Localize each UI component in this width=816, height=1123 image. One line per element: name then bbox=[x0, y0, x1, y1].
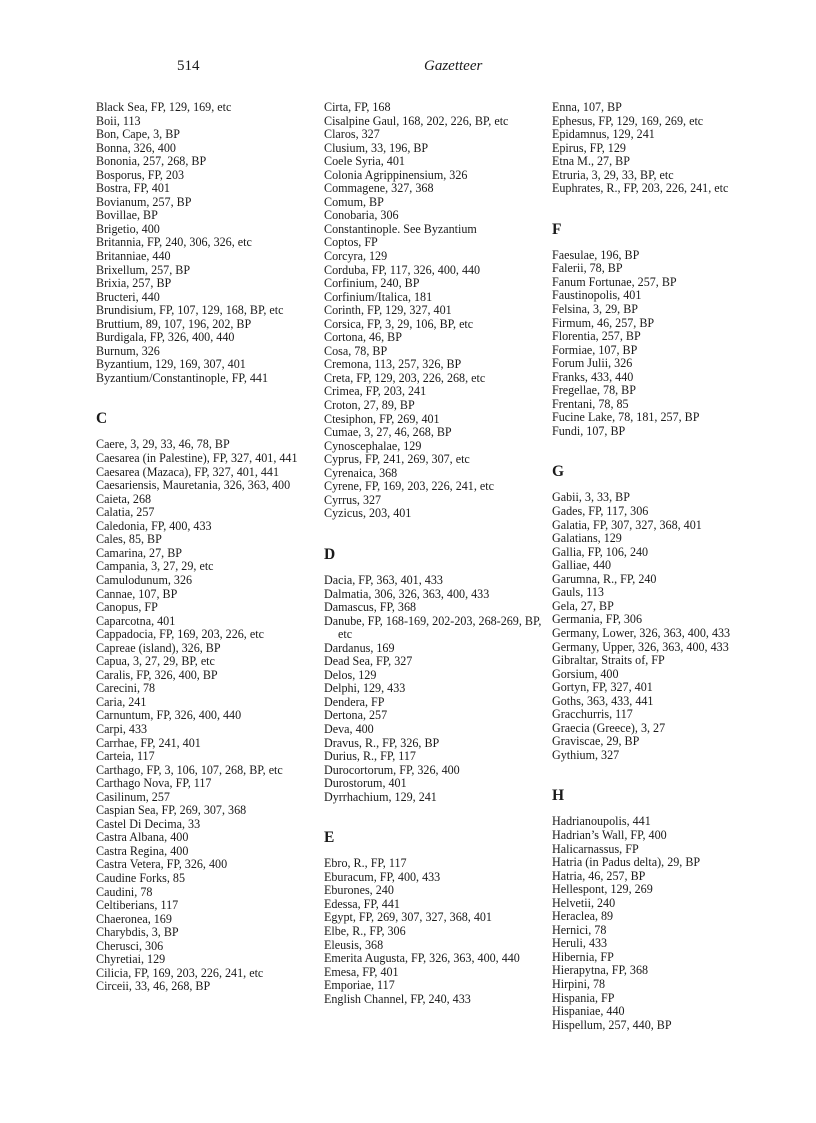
index-entry: Carpi, 433 bbox=[96, 721, 148, 736]
index-entry: Dravus, R., FP, 326, BP bbox=[324, 735, 440, 750]
running-head: Gazetteer bbox=[424, 58, 483, 74]
index-entry: Bruttium, 89, 107, 196, 202, BP bbox=[96, 316, 252, 331]
index-entry: Cales, 85, BP bbox=[96, 532, 162, 547]
index-entry: Fundi, 107, BP bbox=[552, 423, 626, 438]
index-entry: Hispellum, 257, 440, BP bbox=[552, 1017, 672, 1032]
index-entry: Caria, 241 bbox=[96, 694, 147, 709]
index-entry: Emesa, FP, 401 bbox=[324, 964, 399, 979]
index-entry: Charybdis, 3, BP bbox=[96, 925, 179, 940]
index-entry: Deva, 400 bbox=[324, 721, 374, 736]
index-entry: Brixia, 257, BP bbox=[96, 276, 172, 291]
section-letter: H bbox=[552, 787, 565, 805]
index-entry: Castel Di Decima, 33 bbox=[96, 816, 201, 831]
index-entry: Britanniae, 440 bbox=[96, 249, 171, 264]
index-entry: Brundisium, FP, 107, 129, 168, BP, etc bbox=[96, 303, 284, 318]
index-entry: Coptos, FP bbox=[324, 235, 378, 250]
index-entry: Gythium, 327 bbox=[552, 747, 620, 762]
index-entry: Caere, 3, 29, 33, 46, 78, BP bbox=[96, 437, 230, 452]
index-entry: Galatians, 129 bbox=[552, 531, 622, 546]
index-entry: Gades, FP, 117, 306 bbox=[552, 504, 649, 519]
index-entry: Corsica, FP, 3, 29, 106, BP, etc bbox=[324, 316, 474, 331]
index-entry: Egypt, FP, 269, 307, 327, 368, 401 bbox=[324, 910, 492, 925]
index-entry: Delos, 129 bbox=[324, 667, 377, 682]
index-entry: Fucine Lake, 78, 181, 257, BP bbox=[552, 410, 700, 425]
index-entry: Gracchurris, 117 bbox=[552, 707, 633, 722]
index-entry: Cilicia, FP, 169, 203, 226, 241, etc bbox=[96, 965, 264, 980]
index-entry: Formiae, 107, BP bbox=[552, 342, 638, 357]
index-entry: Delphi, 129, 433 bbox=[324, 681, 406, 696]
index-entry: Halicarnassus, FP bbox=[552, 841, 639, 856]
index-entry: Byzantium, 129, 169, 307, 401 bbox=[96, 357, 246, 372]
index-entry: Firmum, 46, 257, BP bbox=[552, 315, 655, 330]
index-entry: Caieta, 268 bbox=[96, 491, 152, 506]
index-entry: Enna, 107, BP bbox=[552, 100, 622, 114]
index-entry: Brigetio, 400 bbox=[96, 221, 160, 236]
index-entry: Cortona, 46, BP bbox=[324, 330, 402, 345]
index-entry: Dyrrhachium, 129, 241 bbox=[324, 789, 437, 804]
index-entry: Cynoscephalae, 129 bbox=[324, 438, 422, 453]
index-entry: Bonna, 326, 400 bbox=[96, 140, 176, 155]
index-entry: Caralis, FP, 326, 400, BP bbox=[96, 667, 218, 682]
index-entry: Bon, Cape, 3, BP bbox=[96, 127, 180, 142]
index-entry: Corfinium, 240, BP bbox=[324, 276, 420, 291]
index-entry: Bosporus, FP, 203 bbox=[96, 167, 185, 182]
index-entry: Helvetii, 240 bbox=[552, 895, 616, 910]
index-entry: Goths, 363, 433, 441 bbox=[552, 693, 654, 708]
index-entry: Etna M., 27, BP bbox=[552, 154, 630, 169]
index-entry: Florentia, 257, BP bbox=[552, 329, 641, 344]
index-entry: Camulodunum, 326 bbox=[96, 572, 193, 587]
page-header bbox=[0, 58, 816, 80]
index-entry: Cyrenaica, 368 bbox=[324, 465, 398, 480]
index-entry: Dead Sea, FP, 327 bbox=[324, 654, 413, 669]
index-entry: Claros, 327 bbox=[324, 127, 380, 142]
index-entry: Constantinople. See Byzantium bbox=[324, 221, 477, 236]
index-entry: Faesulae, 196, BP bbox=[552, 247, 640, 262]
index-entry: Hibernia, FP bbox=[552, 949, 614, 964]
index-entry: Hispaniae, 440 bbox=[552, 1004, 625, 1019]
index-entry: Carrhae, FP, 241, 401 bbox=[96, 735, 201, 750]
index-entry: Gortyn, FP, 327, 401 bbox=[552, 680, 653, 695]
index-entry: Felsina, 3, 29, BP bbox=[552, 302, 639, 317]
index-entry: Eleusis, 368 bbox=[324, 937, 384, 952]
index-entry: Celtiberians, 117 bbox=[96, 898, 179, 913]
index-entry: Hatria, 46, 257, BP bbox=[552, 868, 646, 883]
index-entry: Chaeronea, 169 bbox=[96, 911, 172, 926]
index-entry: Gauls, 113 bbox=[552, 585, 604, 600]
index-entry: Camarina, 27, BP bbox=[96, 545, 182, 560]
section-letter: G bbox=[552, 463, 565, 481]
index-entry: Chyretiai, 129 bbox=[96, 952, 166, 967]
index-entry: Black Sea, FP, 129, 169, etc bbox=[96, 100, 232, 114]
index-entry: Eburones, 240 bbox=[324, 883, 394, 898]
index-entry: Hatria (in Padus delta), 29, BP bbox=[552, 855, 701, 870]
index-entry: Falerii, 78, BP bbox=[552, 261, 623, 276]
index-entry: Castra Albana, 400 bbox=[96, 830, 189, 845]
index-entry: Bostra, FP, 401 bbox=[96, 181, 170, 196]
index-entry: Hierapytna, FP, 368 bbox=[552, 963, 649, 978]
index-entry: Durocortorum, FP, 326, 400 bbox=[324, 762, 460, 777]
index-entry: Castra Regina, 400 bbox=[96, 843, 189, 858]
index-entry: Emerita Augusta, FP, 326, 363, 400, 440 bbox=[324, 951, 520, 966]
index-entry: Conobaria, 306 bbox=[324, 208, 399, 223]
index-entry: Germany, Lower, 326, 363, 400, 433 bbox=[552, 625, 731, 640]
index-entry: Caudine Forks, 85 bbox=[96, 870, 186, 885]
index-entry: Cappadocia, FP, 169, 203, 226, etc bbox=[96, 627, 264, 642]
index-entry: Damascus, FP, 368 bbox=[324, 600, 417, 615]
index-entry: Ctesiphon, FP, 269, 401 bbox=[324, 411, 440, 426]
index-entry: Elbe, R., FP, 306 bbox=[324, 923, 406, 938]
index-entry: Colonia Agrippinensium, 326 bbox=[324, 167, 468, 182]
index-entry: Galliae, 440 bbox=[552, 558, 612, 573]
index-entry: Cremona, 113, 257, 326, BP bbox=[324, 357, 462, 372]
index-entry: Bovillae, BP bbox=[96, 208, 158, 223]
index-entry: Carthago, FP, 3, 106, 107, 268, BP, etc bbox=[96, 762, 283, 777]
index-entry: Heruli, 433 bbox=[552, 936, 608, 951]
index-entry: Byzantium/Constantinople, FP, 441 bbox=[96, 370, 269, 385]
index-entry: Heraclea, 89 bbox=[552, 909, 614, 924]
index-entry: Campania, 3, 27, 29, etc bbox=[96, 559, 214, 574]
index-entry: Germania, FP, 306 bbox=[552, 612, 643, 627]
index-entry: Cumae, 3, 27, 46, 268, BP bbox=[324, 425, 452, 440]
index-entry: Gabii, 3, 33, BP bbox=[552, 490, 630, 505]
index-entry: Caudini, 78 bbox=[96, 884, 153, 899]
index-entry: Emporiae, 117 bbox=[324, 978, 395, 993]
section-letter: E bbox=[324, 829, 335, 847]
index-entry: Fanum Fortunae, 257, BP bbox=[552, 274, 677, 289]
index-entry: Faustinopolis, 401 bbox=[552, 288, 642, 303]
index-entry: Garumna, R., FP, 240 bbox=[552, 571, 657, 586]
index-entry: Germany, Upper, 326, 363, 400, 433 bbox=[552, 639, 729, 654]
index-entry: Corduba, FP, 117, 326, 400, 440 bbox=[324, 262, 481, 277]
index-entry: English Channel, FP, 240, 433 bbox=[324, 991, 471, 1006]
index-entry: Edessa, FP, 441 bbox=[324, 896, 400, 911]
index-entry: Canopus, FP bbox=[96, 600, 158, 615]
index-entry: Euphrates, R., FP, 203, 226, 241, etc bbox=[552, 181, 729, 196]
index-entry: Dalmatia, 306, 326, 363, 400, 433 bbox=[324, 586, 490, 601]
index-entry: Forum Julii, 326 bbox=[552, 356, 633, 371]
index-entry: Comum, BP bbox=[324, 194, 384, 209]
index-entry: Durostorum, 401 bbox=[324, 776, 407, 791]
index-entry: Cisalpine Gaul, 168, 202, 226, BP, etc bbox=[324, 113, 509, 128]
index-entry: Cirta, FP, 168 bbox=[324, 100, 391, 114]
index-column-2 bbox=[324, 101, 554, 1006]
index-entry: Capua, 3, 27, 29, BP, etc bbox=[96, 654, 215, 669]
index-entry: Burnum, 326 bbox=[96, 343, 160, 358]
index-entry: Carteia, 117 bbox=[96, 749, 155, 764]
index-entry: Eburacum, FP, 400, 433 bbox=[324, 869, 441, 884]
index-entry: Cherusci, 306 bbox=[96, 938, 164, 953]
index-entry: Epirus, FP, 129 bbox=[552, 140, 626, 155]
index-entry: Coele Syria, 401 bbox=[324, 154, 405, 169]
index-entry: Circeii, 33, 46, 268, BP bbox=[96, 979, 211, 994]
index-entry: Calatia, 257 bbox=[96, 505, 155, 520]
index-entry: Dertona, 257 bbox=[324, 708, 388, 723]
index-entry: Caparcotna, 401 bbox=[96, 613, 176, 628]
index-column-1 bbox=[96, 101, 326, 994]
index-entry: Cyprus, FP, 241, 269, 307, etc bbox=[324, 452, 470, 467]
index-entry: Ebro, R., FP, 117 bbox=[324, 856, 407, 871]
index-entry: Dendera, FP bbox=[324, 694, 385, 709]
page-number: 514 bbox=[177, 58, 200, 74]
section-letter: F bbox=[552, 220, 562, 238]
index-entry: Cyrrus, 327 bbox=[324, 492, 382, 507]
index-entry: Gela, 27, BP bbox=[552, 598, 614, 613]
index-entry: Hadrianoupolis, 441 bbox=[552, 814, 651, 829]
index-entry: Brixellum, 257, BP bbox=[96, 262, 191, 277]
index-entry: Gibraltar, Straits of, FP bbox=[552, 653, 665, 668]
index-entry: Caesarea (in Palestine), FP, 327, 401, 441 bbox=[96, 451, 298, 466]
index-entry: Galatia, FP, 307, 327, 368, 401 bbox=[552, 517, 702, 532]
index-entry: Danube, FP, 168-169, 202-203, 268-269, BP, etc bbox=[324, 613, 542, 642]
index-entry: Caesariensis, Mauretania, 326, 363, 400 bbox=[96, 478, 291, 493]
index-entry: Carthago Nova, FP, 117 bbox=[96, 776, 212, 791]
index-entry: Etruria, 3, 29, 33, BP, etc bbox=[552, 167, 674, 182]
index-entry: Croton, 27, 89, BP bbox=[324, 398, 415, 413]
index-entry: Capreae (island), 326, BP bbox=[96, 640, 221, 655]
index-entry: Hispania, FP bbox=[552, 990, 615, 1005]
index-entry: Cyzicus, 203, 401 bbox=[324, 506, 412, 521]
index-entry: Corfinium/Italica, 181 bbox=[324, 289, 433, 304]
index-entry: Crimea, FP, 203, 241 bbox=[324, 384, 427, 399]
index-entry: Cannae, 107, BP bbox=[96, 586, 178, 601]
index-entry: Gorsium, 400 bbox=[552, 666, 619, 681]
index-entry: Clusium, 33, 196, BP bbox=[324, 140, 429, 155]
index-entry: Gallia, FP, 106, 240 bbox=[552, 544, 649, 559]
index-entry: Caspian Sea, FP, 269, 307, 368 bbox=[96, 803, 247, 818]
index-entry: Carnuntum, FP, 326, 400, 440 bbox=[96, 708, 242, 723]
index-entry: Frentani, 78, 85 bbox=[552, 396, 629, 411]
section-letter: D bbox=[324, 545, 336, 563]
index-entry: Bructeri, 440 bbox=[96, 289, 160, 304]
index-entry: Graecia (Greece), 3, 27 bbox=[552, 720, 666, 735]
index-entry: Hernici, 78 bbox=[552, 922, 607, 937]
section-letter: C bbox=[96, 410, 108, 428]
index-entry: Fregellae, 78, BP bbox=[552, 383, 636, 398]
index-entry: Corcyra, 129 bbox=[324, 249, 388, 264]
index-entry: Durius, R., FP, 117 bbox=[324, 749, 416, 764]
index-entry: Epidamnus, 129, 241 bbox=[552, 127, 655, 142]
index-entry: Castra Vetera, FP, 326, 400 bbox=[96, 857, 228, 872]
index-entry: Dacia, FP, 363, 401, 433 bbox=[324, 572, 443, 587]
index-column-3 bbox=[552, 101, 782, 1032]
index-entry: Carecini, 78 bbox=[96, 681, 156, 696]
index-entry: Caesarea (Mazaca), FP, 327, 401, 441 bbox=[96, 464, 280, 479]
index-entry: Creta, FP, 129, 203, 226, 268, etc bbox=[324, 370, 486, 385]
index-entry: Franks, 433, 440 bbox=[552, 369, 634, 384]
index-entry: Dardanus, 169 bbox=[324, 640, 395, 655]
index-entry: Commagene, 327, 368 bbox=[324, 181, 434, 196]
index-entry: Boii, 113 bbox=[96, 113, 141, 128]
index-entry: Britannia, FP, 240, 306, 326, etc bbox=[96, 235, 252, 250]
index-entry: Hadrian’s Wall, FP, 400 bbox=[552, 827, 667, 842]
index-entry: Corinth, FP, 129, 327, 401 bbox=[324, 303, 452, 318]
index-entry: Hirpini, 78 bbox=[552, 976, 606, 991]
index-entry: Hellespont, 129, 269 bbox=[552, 882, 653, 897]
index-entry: Bononia, 257, 268, BP bbox=[96, 154, 207, 169]
index-entry: Graviscae, 29, BP bbox=[552, 734, 640, 749]
index-entry: Cyrene, FP, 169, 203, 226, 241, etc bbox=[324, 479, 494, 494]
index-entry: Caledonia, FP, 400, 433 bbox=[96, 518, 212, 533]
index-entry: Casilinum, 257 bbox=[96, 789, 170, 804]
index-entry: Bovianum, 257, BP bbox=[96, 194, 192, 209]
index-entry: Cosa, 78, BP bbox=[324, 343, 388, 358]
index-entry: Ephesus, FP, 129, 169, 269, etc bbox=[552, 113, 704, 128]
index-entry: Burdigala, FP, 326, 400, 440 bbox=[96, 330, 235, 345]
